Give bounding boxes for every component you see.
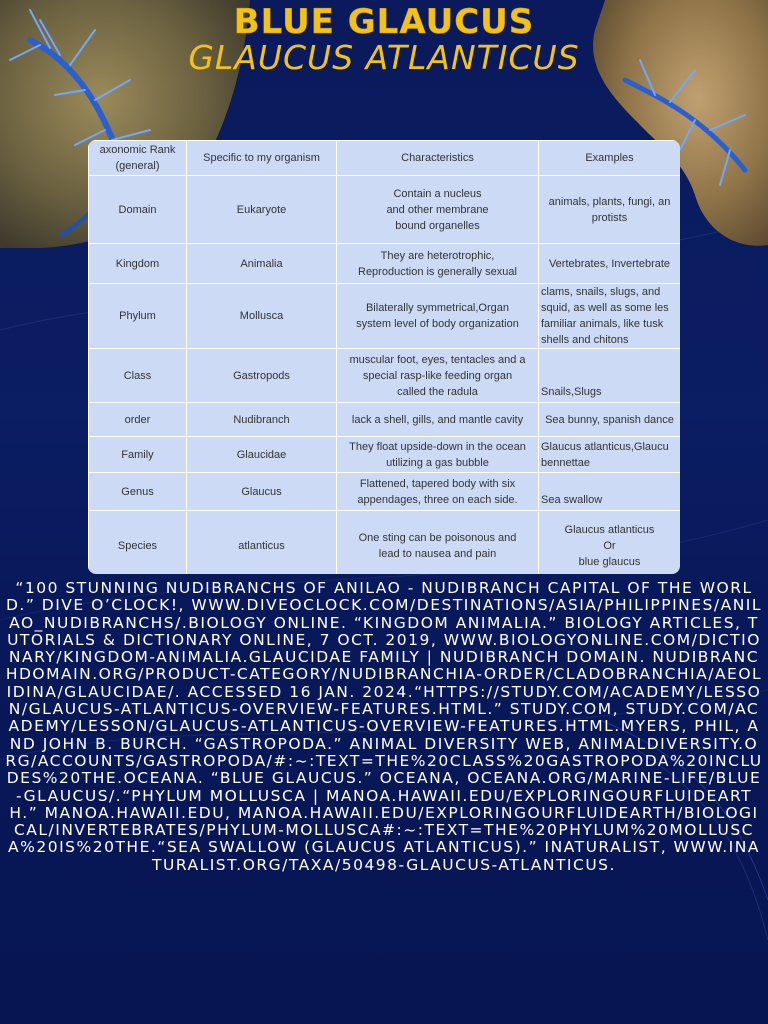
cell-rank: Kingdom (89, 244, 187, 284)
table-row (89, 511, 681, 575)
header-specific: Specific to my organism (187, 141, 337, 176)
cell-examples: Snails,Slugs (539, 349, 681, 403)
cell-characteristics: Contain a nucleus and other membrane bound organelles (337, 176, 539, 244)
cell-specific: Nudibranch (187, 403, 337, 437)
cell-rank: Genus (89, 473, 187, 511)
cell-examples: animals, plants, fungi, an protists (539, 176, 681, 244)
cell-specific: Eukaryote (187, 176, 337, 244)
table-row (89, 437, 681, 473)
cell-rank: Phylum (89, 284, 187, 349)
table-row (89, 244, 681, 284)
taxonomy-table-card (88, 140, 680, 574)
cell-rank: Class (89, 349, 187, 403)
references-text: “100 STUNNING NUDIBRANCHS OF ANILAO - NUDIBRANCH CAPITAL OF THE WORLD.” DIVE O’CLOCK!, WWW.DIVEOCLOCK.COM/DESTINATIONS/ASIA/PHILIPPINES/ANILAO_NUDIBRANCHS/.BIOLOGY ONLINE. “KINGDOM ANIMALIA.” BIOLOGY ARTICLES, TUTORIALS & DICTIONARY ONLINE, 7 OCT. 2019, WWW.BIOLOGYONLINE.COM/DICTIONARY/KINGDOM-ANIMALIA.GLAUCIDAE FAMILY | NUDIBRANCH DOMAIN. NUDIBRANCHDOMAIN.ORG/PRODUCT-CATEGORY/NUDIBRANCHIA-ORDER/CLADOBRANCHIA/AEOLIDINA/GLAUCIDAE/. ACCESSED 16 JAN. 2024.“HTTPS://STUDY.COM/ACADEMY/LESSON/GLAUCUS-ATLANTICUS-OVERVIEW-FEATURES.HTML.” STUDY.COM, STUDY.COM/ACADEMY/LESSON/GLAUCUS-ATLANTICUS-OVERVIEW-FEATURES.HTML.MYERS, PHIL, AND JOHN B. BURCH. “GASTROPODA.” ANIMAL DIVERSITY WEB, ANIMALDIVERSITY.ORG/ACCOUNTS/GASTROPODA/#:~:TEXT=THE%20CLASS%20GASTROPODA%20INCLUDES%20THE.OCEANA. “BLUE GLAUCUS.” OCEANA, OCEANA.ORG/MARINE-LIFE/BLUE-GLAUCUS/.“PHYLUM MOLLUSCA | MANOA.HAWAII.EDU/EXPLORINGOURFLUIDEARTH.” MANOA.HAWAII.EDU, MANOA.HAWAII.EDU/EXPLORINGOURFLUIDEARTH/BIOLOGICAL/INVERTEBRATES/PHYLUM-MOLLUSCA#:~:TEXT=THE%20PHYLUM%20MOLLUSCA%20IS%20THE.“SEA SWALLOW (GLAUCUS ATLANTICUS).” INATURALIST, WWW.INATURALIST.ORG/TAXA/50498-GLAUCUS-ATLANTICUS. (5, 579, 763, 874)
cell-specific: atlanticus (187, 511, 337, 575)
cell-examples: Sea bunny, spanish dance (539, 403, 681, 437)
cell-specific: Glaucidae (187, 437, 337, 473)
cell-characteristics: One sting can be poisonous and lead to nausea and pain (337, 511, 539, 575)
cell-examples: Sea swallow (539, 473, 681, 511)
cell-characteristics: They are heterotrophic, Reproduction is generally sexual (337, 244, 539, 284)
header-rank: axonomic Rank (general) (89, 141, 187, 176)
header-examples: Examples (539, 141, 681, 176)
cell-characteristics: Flattened, tapered body with six appendages, three on each side. (337, 473, 539, 511)
cell-rank: Domain (89, 176, 187, 244)
table-row (89, 473, 681, 511)
cell-specific: Glaucus (187, 473, 337, 511)
cell-specific: Gastropods (187, 349, 337, 403)
table-header-row (89, 141, 681, 176)
header-characteristics: Characteristics (337, 141, 539, 176)
cell-examples: Vertebrates, Invertebrate (539, 244, 681, 284)
table-row (89, 349, 681, 403)
cell-rank: order (89, 403, 187, 437)
page-title: BLUE GLAUCUS (233, 2, 535, 42)
table-row (89, 403, 681, 437)
cell-characteristics: muscular foot, eyes, tentacles and a special rasp-like feeding organ called the radula (337, 349, 539, 403)
cell-rank: Family (89, 437, 187, 473)
taxonomy-table (88, 140, 680, 574)
table-row (89, 284, 681, 349)
cell-characteristics: lack a shell, gills, and mantle cavity (337, 403, 539, 437)
cell-characteristics: Bilaterally symmetrical,Organ system level of body organization (337, 284, 539, 349)
page-subtitle: GLAUCUS ATLANTICUS (188, 38, 580, 77)
cell-examples: Glaucus atlanticus Or blue glaucus (539, 511, 681, 575)
cell-examples: clams, snails, slugs, and squid, as well as some les familiar animals, like tusk shells and chitons (539, 284, 681, 349)
cell-specific: Animalia (187, 244, 337, 284)
cell-specific: Mollusca (187, 284, 337, 349)
cell-characteristics: They float upside-down in the ocean utilizing a gas bubble (337, 437, 539, 473)
cell-rank: Species (89, 511, 187, 575)
table-row (89, 176, 681, 244)
cell-examples: Glaucus atlanticus,Glaucu bennettae (539, 437, 681, 473)
